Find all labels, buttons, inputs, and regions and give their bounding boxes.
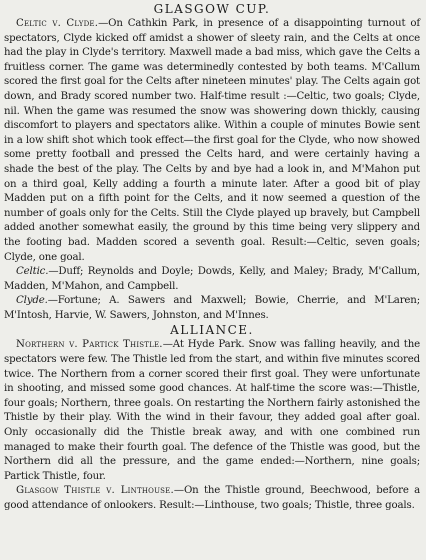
northern-partick-text: —At Hyde Park. Snow was falling heavily, and the spectators were few. The Thistle led from the start, and within five minutes scored twice. The Northern from a corner scored their first goal. They were unfortunate in shooting, and missed some good chances. At half-time the score was:—Thistle, four goals; Northern, three goals. On restarting the Northern fairly astonished the Thistle by their play. With the wind in their favour, they added goal after goal. Only occasionally did the Thistle break away, and with one combined run managed to make their fourth goal. The defence of the Thistle was good, but the Northern did all the pressure, and the game ended:—Northern, nine goals; Partick Thistle, four. [4,339,421,482]
celtic-team-list [4,265,420,294]
glasgow-cup-heading: GLASGOW CUP. [153,2,271,16]
northern-partick-report [4,338,420,484]
clyde-team-label: Clyde. [16,295,48,307]
northern-partick-title: Northern v. Partick Thistle. [16,339,163,351]
celtic-clyde-text: —On Cathkin Park, in presence of a disappointing turnout of spectators, Clyde kicked off amidst a shower of sleety rain, and the Celts at once had the play in Clyde's territory. Maxwell made a bad miss, which gave the Celts a fruitless corner. The game was determinedly contested by both teams. M'Callum scored the first goal for the Celts after nineteen minutes' play. The Celts again got down, and Brady scored number two. Half-time result :—Celtic, two goals; Clyde, nil. When the game was resumed the snow was showering down thickly, causing discomfort to players and spectators alike. Within a couple of minutes Bowie sent in a low shift shot which took effect—the first goal for the Clyde, who now showed some pretty football and pressed the Celts hard, and were certainly having a shade the best of the play. The Celts by and bye had a look in, and M'Mahon put on a third goal, Kelly adding a fourth a minute later. After a good bit of play Madden put on a fifth point for the Celts, and it now seemed a question of the number of goals only for the Celts. Still the Clyde played up bravely, but Campbell added another somewhat easily, the ground by this time being very slippery and the footing bad. Madden scored a seventh goal. Result:—Celtic, seven goals; Clyde, one goal. [4,18,420,263]
clyde-team-list [4,294,420,323]
alliance-heading: ALLIANCE. [170,323,254,338]
clyde-team-players: —Fortune; A. Sawers and Maxwell; Bowie, Cherrie, and M'Laren; M'Intosh, Harvie, W. Sawers, Johnston, and M'Innes. [4,295,420,321]
celtic-team-label: Celtic. [16,266,49,278]
celtic-team-players: —Duff; Reynolds and Doyle; Dowds, Kelly, and Maley; Brady, M'Callum, Madden, M'Mahon, and Campbell. [4,266,420,292]
thistle-linthouse-title: Glasgow Thistle v. Linthouse. [16,485,174,497]
celtic-clyde-report [4,17,420,265]
thistle-linthouse-report [4,484,420,513]
celtic-clyde-title: Celtic v. Clyde. [16,18,99,29]
thistle-linthouse-text: —On the Thistle ground, Beechwood, before a good attendance of onlookers. Result:—Linthouse, two goals; Thistle, three goals. [4,485,420,511]
